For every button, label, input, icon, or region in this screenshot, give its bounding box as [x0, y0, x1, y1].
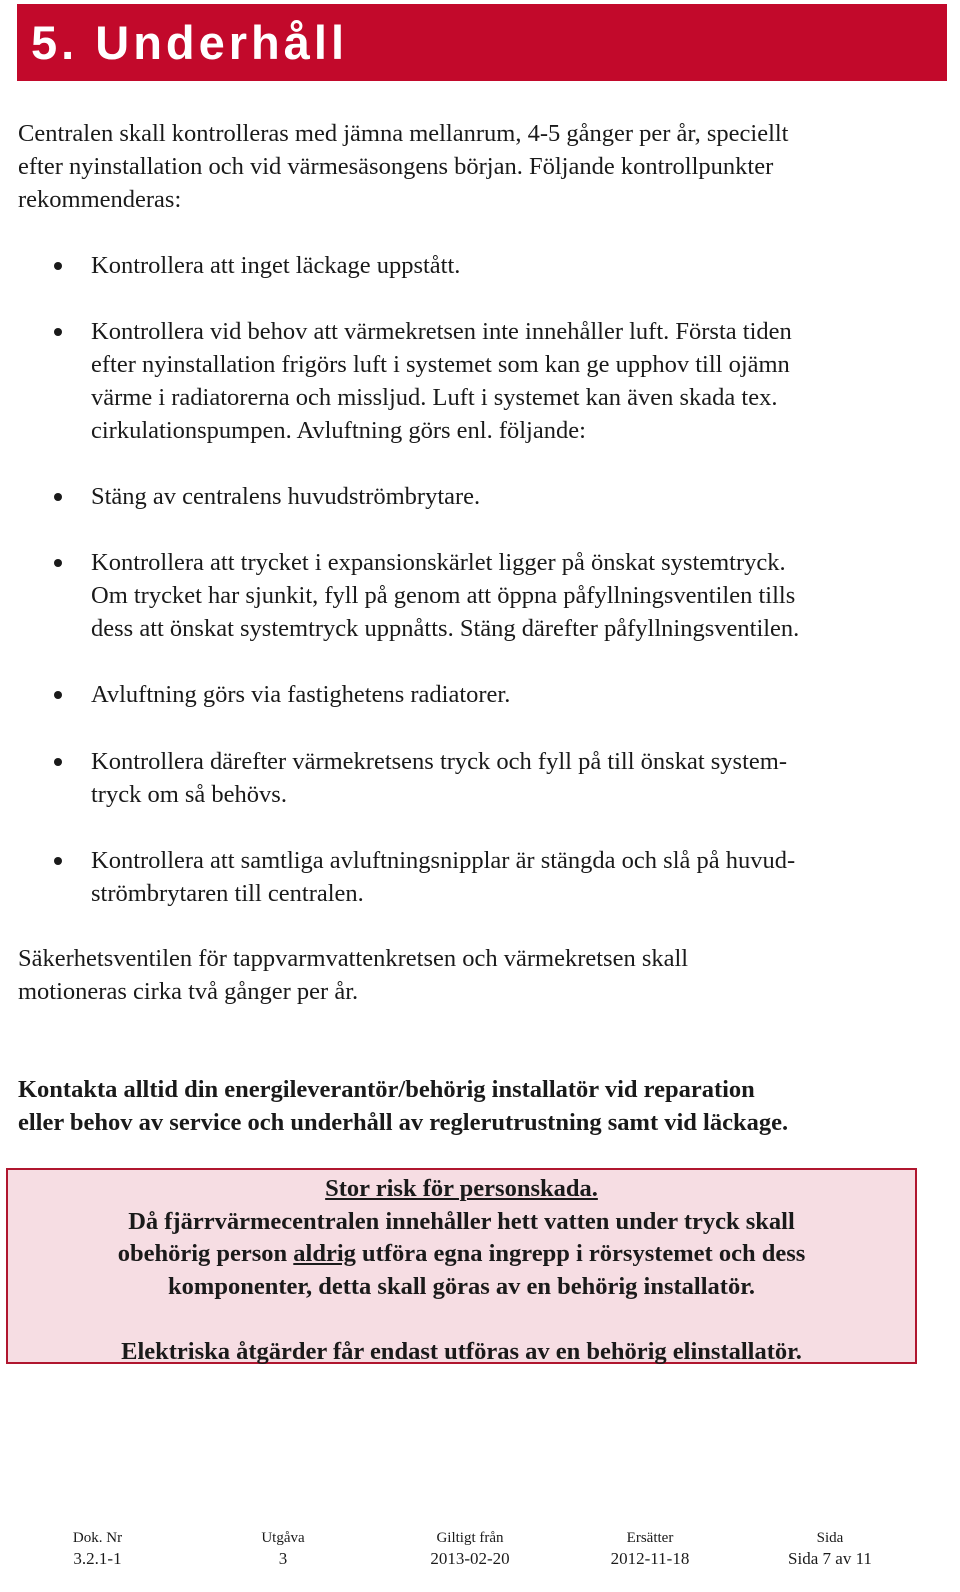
bullet-icon	[54, 559, 62, 567]
warning-line-3: komponenter, detta skall göras av en behörig installatör.	[168, 1273, 755, 1300]
safety-valve-line-2: motioneras cirka två gånger per år.	[18, 978, 359, 1005]
contact-note-line-2: eller behov av service och underhåll av reglerutrustning samt vid läckage.	[18, 1109, 789, 1136]
safety-warning-box	[6, 1168, 917, 1364]
safety-valve-line-1: Säkerhetsventilen för tappvarmvattenkretsen och värmekretsen skall	[18, 945, 689, 972]
footer-page-label: Sida	[816, 1530, 844, 1546]
footer-replaces-value: 2012-11-18	[610, 1549, 690, 1568]
warning-line-2-start: obehörig person	[117, 1240, 294, 1267]
list-item-text: cirkulationspumpen. Avluftning görs enl. följande:	[91, 417, 586, 444]
footer-valid-from-value: 2013-02-20	[430, 1549, 510, 1568]
list-item-text: efter nyinstallation frigörs luft i systemet som kan ge upphov till ojämn	[91, 351, 790, 378]
section-header-bar	[17, 4, 947, 81]
footer-replaces-label: Ersätter	[626, 1530, 674, 1546]
bullet-icon	[54, 758, 62, 766]
list-item-text: värme i radiatorerna och missljud. Luft i systemet kan även skada tex.	[91, 384, 778, 411]
warning-line-2-end: utföra egna ingrepp i rörsystemet och dess	[355, 1240, 806, 1267]
intro-line-2: efter nyinstallation och vid värmesäsongens början. Följande kontrollpunkter	[18, 153, 774, 180]
warning-heading: Stor risk för personskada.	[325, 1175, 598, 1202]
footer-edition-label: Utgåva	[261, 1530, 305, 1546]
list-item-text: strömbrytaren till centralen.	[91, 880, 364, 907]
list-item-text: Avluftning görs via fastighetens radiatorer.	[91, 681, 511, 708]
footer-edition-value: 3	[278, 1549, 288, 1568]
list-item-text: Kontrollera vid behov att värmekretsen inte innehåller luft. Första tiden	[91, 318, 792, 345]
bullet-icon	[54, 493, 62, 501]
bullet-icon	[54, 328, 62, 336]
footer-doc-nr	[40, 1528, 155, 1570]
list-item-text: Kontrollera därefter värmekretsens tryck och fyll på till önskat system-	[91, 748, 787, 775]
bullet-icon	[54, 857, 62, 865]
list-item-text: Kontrollera att trycket i expansionskärlet ligger på önskat systemtryck.	[91, 549, 786, 576]
warning-line-4: Elektriska åtgärder får endast utföras av en behörig elinstallatör.	[121, 1338, 802, 1365]
footer-doc-nr-label: Dok. Nr	[72, 1530, 123, 1546]
footer-replaces	[585, 1528, 715, 1570]
intro-line-3: rekommenderas:	[18, 186, 182, 213]
list-item-text: Kontrollera att samtliga avluftningsnipplar är stängda och slå på huvud-	[91, 847, 796, 874]
footer-page-value: Sida 7 av 11	[788, 1549, 872, 1568]
section-title: 5. Underhåll	[31, 16, 349, 69]
footer-valid-from	[405, 1528, 535, 1570]
list-item-text: Om trycket har sjunkit, fyll på genom att öppna påfyllningsventilen tills	[91, 582, 796, 609]
intro-line-1: Centralen skall kontrolleras med jämna mellanrum, 4-5 gånger per år, speciellt	[18, 120, 789, 147]
footer-valid-from-label: Giltigt från	[436, 1530, 504, 1546]
warning-emphasis: aldrig	[293, 1240, 356, 1267]
warning-line-2	[8, 1238, 915, 1271]
list-item-text: dess att önskat systemtryck uppnåtts. Stäng därefter påfyllningsventilen.	[91, 615, 800, 642]
footer-doc-nr-value: 3.2.1-1	[73, 1549, 122, 1568]
footer-page	[765, 1528, 895, 1570]
bullet-icon	[54, 262, 62, 270]
contact-note-line-1: Kontakta alltid din energileverantör/behörig installatör vid reparation	[18, 1076, 755, 1103]
list-item-text: Stäng av centralens huvudströmbrytare.	[91, 483, 481, 510]
list-item-text: tryck om så behövs.	[91, 781, 287, 808]
list-item-text: Kontrollera att inget läckage uppstått.	[91, 252, 461, 279]
footer-edition	[223, 1528, 343, 1570]
bullet-icon	[54, 691, 62, 699]
warning-line-1: Då fjärrvärmecentralen innehåller hett vatten under tryck skall	[128, 1208, 795, 1235]
